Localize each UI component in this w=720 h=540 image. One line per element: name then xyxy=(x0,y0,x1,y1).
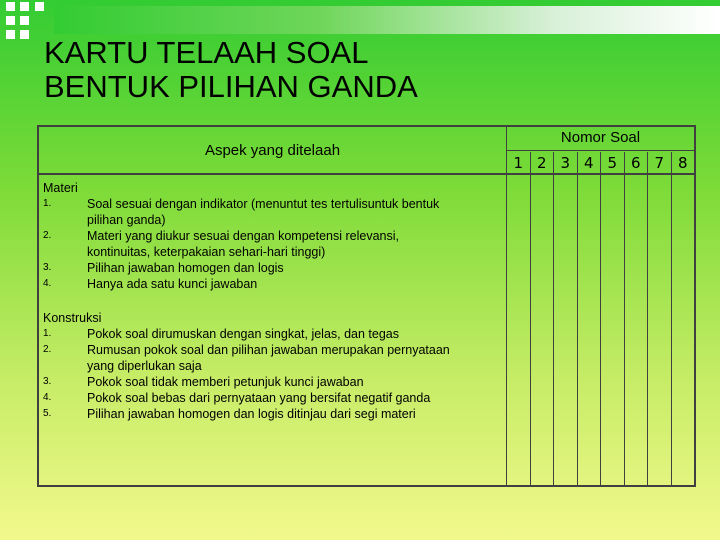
soal-column xyxy=(507,152,531,485)
item-line: yang diperlukan saja xyxy=(87,359,202,373)
item-line: Soal sesuai dengan indikator (menuntut tes tertulisuntuk bentuk xyxy=(87,197,440,211)
soal-column xyxy=(601,152,625,485)
materi-item xyxy=(43,196,506,228)
item-number: 3. xyxy=(43,262,52,273)
soal-number: 7 xyxy=(648,152,671,175)
item-number: 4. xyxy=(43,278,52,289)
soal-column xyxy=(578,152,602,485)
materi-item xyxy=(43,260,506,276)
soal-column xyxy=(554,152,578,485)
item-line: Pokok soal tidak memberi petunjuk kunci jawaban xyxy=(87,375,364,389)
soal-number: 4 xyxy=(578,152,601,175)
item-number: 1. xyxy=(43,198,52,209)
materi-item xyxy=(43,228,506,260)
item-text xyxy=(87,342,506,374)
item-number: 2. xyxy=(43,344,52,355)
item-line: kontinuitas, keterpakaian sehari-hari tinggi) xyxy=(87,245,326,259)
item-line: Materi yang diukur sesuai dengan kompetensi relevansi, xyxy=(87,229,399,243)
item-text xyxy=(87,374,506,390)
item-text xyxy=(87,276,506,292)
item-number: 1. xyxy=(43,328,52,339)
soal-number: 6 xyxy=(625,152,648,175)
soal-number: 2 xyxy=(531,152,554,175)
title-line-1: KARTU TELAAH SOAL xyxy=(44,35,369,70)
soal-grid xyxy=(507,152,694,485)
konstruksi-item xyxy=(43,326,506,342)
aspect-header: Aspek yang ditelaah xyxy=(39,127,506,175)
soal-column xyxy=(672,152,695,485)
soal-column xyxy=(531,152,555,485)
item-number: 3. xyxy=(43,376,52,387)
item-text xyxy=(87,326,506,342)
konstruksi-title: Konstruksi xyxy=(43,311,102,325)
soal-number: 8 xyxy=(672,152,695,175)
review-table xyxy=(37,125,696,487)
konstruksi-item xyxy=(43,406,506,422)
item-text xyxy=(87,390,506,406)
materi-title: Materi xyxy=(43,181,78,195)
section-gap xyxy=(43,292,506,310)
materi-item xyxy=(43,276,506,292)
item-line: Pilihan jawaban homogen dan logis ditinjau dari segi materi xyxy=(87,407,416,421)
soal-number: 3 xyxy=(554,152,577,175)
soal-number-columns xyxy=(507,127,694,485)
aspect-list xyxy=(39,175,506,422)
soal-column xyxy=(625,152,649,485)
item-number: 4. xyxy=(43,392,52,403)
item-line: Pilihan jawaban homogen dan logis xyxy=(87,261,284,275)
title-line-2: BENTUK PILIHAN GANDA xyxy=(44,69,418,104)
nomor-soal-header: Nomor Soal xyxy=(507,127,694,151)
item-line: Pokok soal bebas dari pernyataan yang bersifat negatif ganda xyxy=(87,391,431,405)
konstruksi-item xyxy=(43,390,506,406)
konstruksi-item xyxy=(43,342,506,374)
soal-column xyxy=(648,152,672,485)
item-number: 2. xyxy=(43,230,52,241)
item-number: 5. xyxy=(43,408,52,419)
item-text xyxy=(87,260,506,276)
soal-number: 5 xyxy=(601,152,624,175)
item-line: pilihan ganda) xyxy=(87,213,166,227)
item-text xyxy=(87,196,506,228)
item-text xyxy=(87,406,506,422)
konstruksi-item xyxy=(43,374,506,390)
item-line: Rumusan pokok soal dan pilihan jawaban merupakan pernyataan xyxy=(87,343,450,357)
slide-title xyxy=(44,36,418,104)
item-line: Pokok soal dirumuskan dengan singkat, jelas, dan tegas xyxy=(87,327,399,341)
item-text xyxy=(87,228,506,260)
item-line: Hanya ada satu kunci jawaban xyxy=(87,277,258,291)
header-bar xyxy=(54,6,720,34)
soal-number: 1 xyxy=(507,152,530,175)
aspect-column xyxy=(39,127,507,485)
